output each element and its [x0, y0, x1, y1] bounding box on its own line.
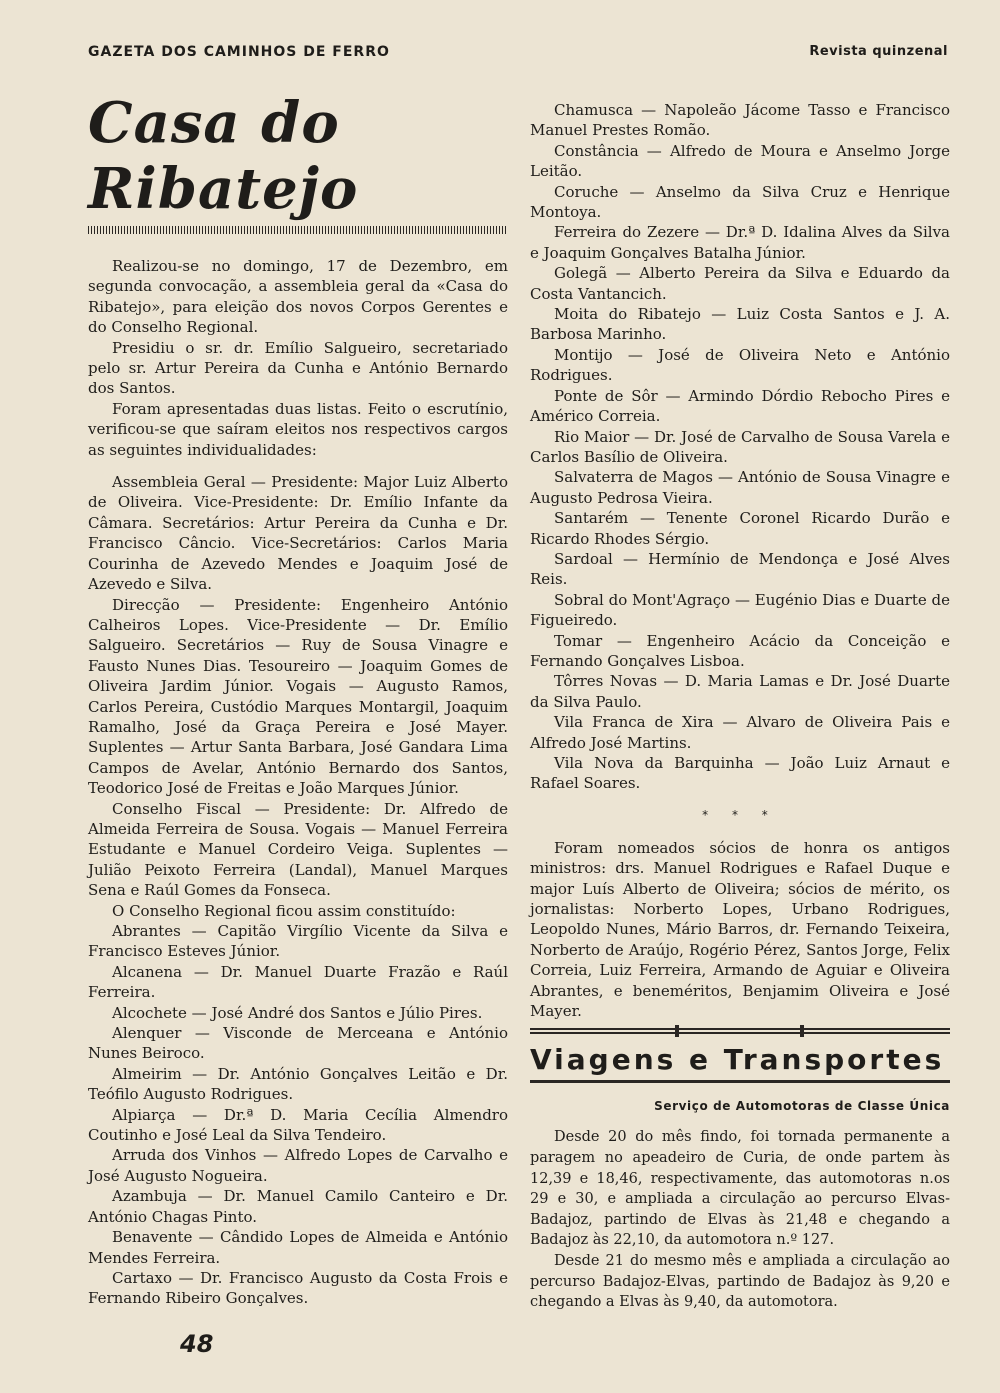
body-paragraph: Assembleia Geral — Presidente: Major Luiz Alberto de Oliveira. Vice-Presidente: Dr. Emílio Infante da Câmara. Secretários: Artur Pereira da Cunha e Dr. Francisco Câncio. Vice-Secretários: Carlos Maria Courinha de Azevedo Mendes e Joaquim José de Azevedo e Silva. — [88, 473, 508, 594]
section-double-rule — [530, 1025, 950, 1037]
regional-entry: Montijo — José de Oliveira Neto e António Rodrigues. — [530, 345, 950, 385]
left-column — [88, 90, 508, 1309]
regional-entry: Constância — Alfredo de Moura e Anselmo Jorge Leitão. — [530, 141, 950, 181]
regional-entry: Arruda dos Vinhos — Alfredo Lopes de Carvalho e José Augusto Nogueira. — [88, 1146, 508, 1185]
regional-entry: Cartaxo — Dr. Francisco Augusto da Costa Frois e Fernando Ribeiro Gonçalves. — [88, 1268, 508, 1308]
regional-entry: Moita do Ribatejo — Luiz Costa Santos e J. A. Barbosa Marinho. — [530, 305, 950, 344]
page-number: 48 — [180, 1330, 214, 1358]
intro-paragraph: Foram apresentadas duas listas. Feito o escrutínio, verificou-se que saíram eleitos nos respectivos cargos as seguintes individualidades: — [88, 399, 508, 459]
regional-entry: Benavente — Cândido Lopes de Almeida e António Mendes Ferreira. — [88, 1228, 508, 1267]
regional-entry: Vila Franca de Xira — Alvaro de Oliveira Pais e Alfredo José Martins. — [530, 713, 950, 752]
regional-entry: Sobral do Mont'Agraço — Eugénio Dias e Duarte de Figueiredo. — [530, 590, 950, 630]
regional-entry: Coruche — Anselmo da Silva Cruz e Henrique Montoya. — [530, 182, 950, 222]
section-subtitle: Serviço de Automotoras de Classe Única — [654, 1099, 950, 1114]
honours-paragraph: Foram nomeados sócios de honra os antigos ministros: drs. Manuel Rodrigues e Rafael Duque e major Luís Alberto de Oliveira; sócios de mérito, os jornalistas: Norberto Lopes, Urbano Rodrigues, Leopoldo Nunes, Mário Barros, dr. Fernando Teixeira, Norberto de Araújo, Rogério Pérez, Santos Jorge, Felix Correia, Luiz Ferreira, Armando de Aguiar e Oliveira Abrantes, e beneméritos, Benjamim Oliveira e José Mayer. — [530, 838, 950, 1021]
regional-entry: Santarém — Tenente Coronel Ricardo Durão e Ricardo Rhodes Sérgio. — [530, 509, 950, 548]
regional-entry: Rio Maior — Dr. José de Carvalho de Sousa Varela e Carlos Basílio de Oliveira. — [530, 427, 950, 466]
regional-entry: Ponte de Sôr — Armindo Dórdio Rebocho Pires e Américo Correia. — [530, 386, 950, 426]
publication-name: GAZETA DOS CAMINHOS DE FERRO — [88, 44, 390, 60]
regional-entry: Ferreira do Zezere — Dr.ª D. Idalina Alves da Silva e Joaquim Gonçalves Batalha Júnior. — [530, 223, 950, 262]
regional-entry: Alcochete — José André dos Santos e Júlio Pires. — [112, 1003, 483, 1022]
regional-entry: Salvaterra de Magos — António de Sousa Vinagre e Augusto Pedrosa Vieira. — [530, 468, 950, 507]
transport-paragraph: Desde 21 do mesmo mês e ampliada a circulação ao percurso Badajoz-Elvas, partindo de Badajoz às 9,20 e chegando a Elvas às 9,40, da automotora. — [530, 1253, 950, 1311]
regional-entry: Chamusca — Napoleão Jácome Tasso e Francisco Manuel Prestes Romão. — [530, 101, 950, 140]
right-column — [530, 100, 950, 1313]
regional-entry: Azambuja — Dr. Manuel Camilo Canteiro e Dr. António Chagas Pinto. — [88, 1187, 508, 1226]
intro-paragraph: Presidiu o sr. dr. Emílio Salgueiro, secretariado pelo sr. Artur Pereira da Cunha e António Bernardo dos Santos. — [88, 338, 508, 398]
regional-entry: Alcanena — Dr. Manuel Duarte Frazão e Raúl Ferreira. — [88, 962, 508, 1002]
section-title-rule — [530, 1080, 950, 1083]
article-title: Casa do Ribatejo — [88, 90, 359, 222]
section-title: Viagens e Transportes — [530, 1043, 945, 1077]
regional-entry: Abrantes — Capitão Virgílio Vicente da Silva e Francisco Esteves Júnior. — [88, 922, 508, 961]
transport-notice — [530, 1127, 950, 1312]
regional-entry: Vila Nova da Barquinha — João Luiz Arnaut e Rafael Soares. — [530, 754, 950, 793]
regional-entry: Tôrres Novas — D. Maria Lamas e Dr. José Duarte da Silva Paulo. — [530, 672, 950, 711]
body-paragraph: Direcção — Presidente: Engenheiro António Calheiros Lopes. Vice-Presidente — Dr. Emílio Salgueiro. Secretários — Ruy de Sousa Vinagre e Fausto Nunes Dias. Tesoureiro — Joaquim Gomes de Oliveira Jardim Júnior. Vogais — Augusto Ramos, Carlos Pereira, Custódio Marques Montargil, Joaquim Ramalho, José da Graça Pereira e José Mayer. Suplentes — Artur Santa Barbara, José Gandara Lima Campos de Avelar, António Bernardo dos Santos, Teodorico José de Freitas e João Marques Júnior. — [88, 595, 508, 798]
section-separator: * * * — [702, 807, 778, 822]
title-hatched-rule — [88, 226, 508, 234]
regional-entry: Alenquer — Visconde de Merceana e António Nunes Beiroco. — [88, 1024, 508, 1063]
body-paragraph: Conselho Fiscal — Presidente: Dr. Alfredo de Almeida Ferreira de Sousa. Vogais — Manuel Ferreira Estudante e Manuel Cordeiro Veiga. Suplentes — Julião Peixoto Ferreira (Landal), Manuel Marques Sena e Raúl Gomes da Fonseca. — [88, 799, 508, 900]
regional-entry: Almeirim — Dr. António Gonçalves Leitão e Dr. Teófilo Augusto Rodrigues. — [88, 1064, 508, 1104]
transport-paragraph: Desde 20 do mês findo, foi tornada permanente a paragem no apeadeiro de Curia, de onde partem às 12,39 e 18,46, respectivamente, das automotoras n.os 29 e 30, e ampliada a circulação ao percurso Elvas-Badajoz, partindo de Elvas às 21,48 e chegando a Badajoz às 22,10, da automotora n.º 127. — [530, 1129, 950, 1249]
intro-paragraph: Realizou-se no domingo, 17 de Dezembro, em segunda convocação, a assembleia geral da «Casa do Ribatejo», para eleição dos novos Corpos Gerentes e do Conselho Regional. — [88, 257, 508, 337]
publication-frequency: Revista quinzenal — [809, 44, 948, 59]
regional-entry: Alpiarça — Dr.ª D. Maria Cecília Almendro Coutinho e José Leal da Silva Tendeiro. — [88, 1105, 508, 1145]
regional-entry: Golegã — Alberto Pereira da Silva e Eduardo da Costa Vantancich. — [530, 264, 950, 303]
regional-entry: Sardoal — Hermínio de Mendonça e José Alves Reis. — [530, 549, 950, 589]
body-paragraph: O Conselho Regional ficou assim constituído: — [112, 901, 456, 920]
regional-entry: Tomar — Engenheiro Acácio da Conceição e Fernando Gonçalves Lisboa. — [530, 631, 950, 670]
